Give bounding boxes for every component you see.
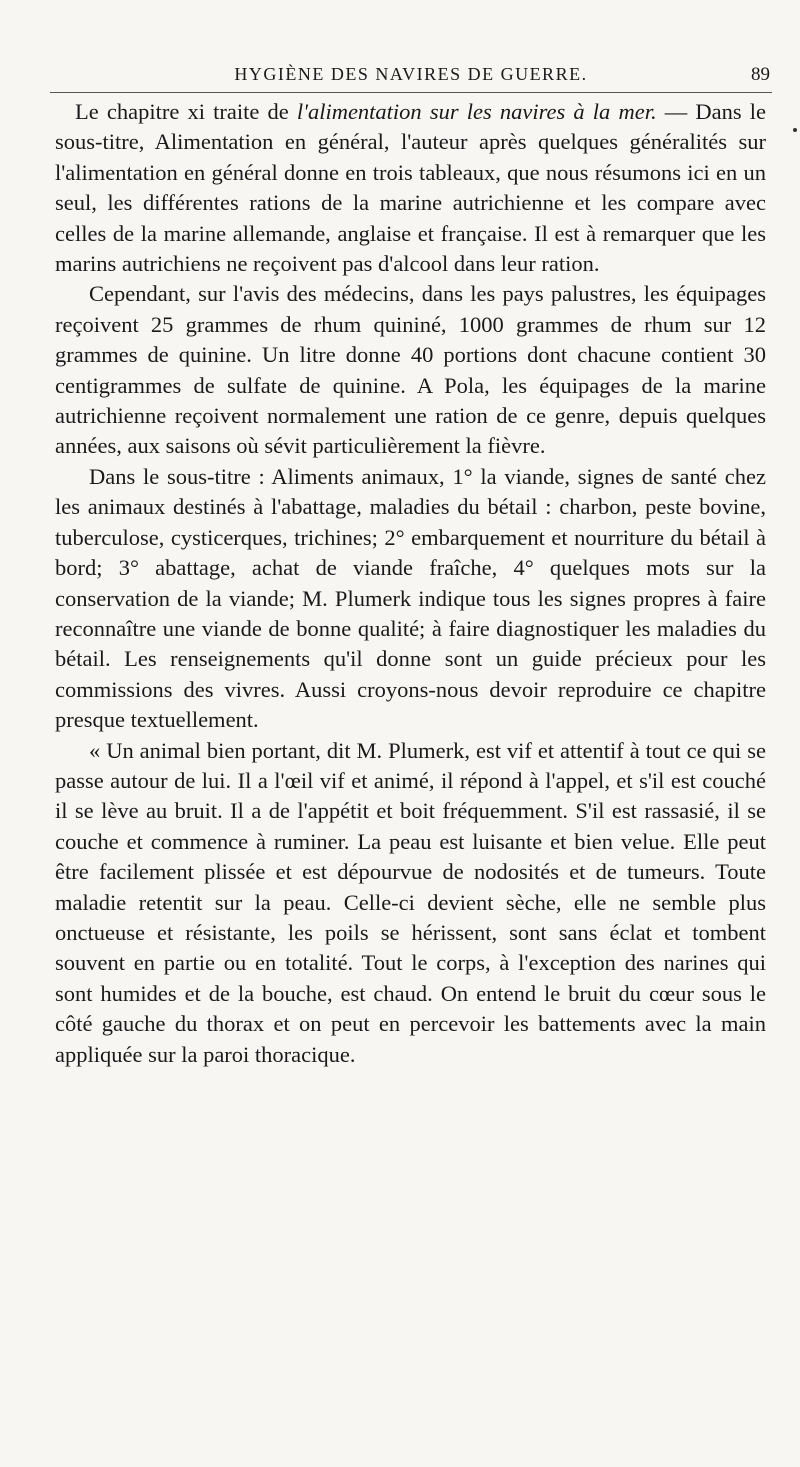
- body-text: [55, 97, 766, 1070]
- paragraph-chapter-xi: [55, 97, 766, 279]
- page-number: 89: [751, 64, 770, 85]
- paragraph-healthy-animal: « Un animal bien portant, dit M. Plumerk, est vif et attentif à tout ce qui se passe autour de lui. Il a l'œil vif et animé, il répond à l'appel, et s'il est couché il se lève au bruit. Il a de l'appétit et boit fréquemment. S'il est rassasié, il se couche et commence à ruminer. La peau est luisante et bien velue. Elle peut être facilement plissée et est dépourvue de nodosités et de tumeurs. Toute maladie retentit sur la peau. Celle-ci devient sèche, elle ne semble plus onctueuse et résistante, les poils se hérissent, sont sans éclat et tombent souvent en partie ou en totalité. Tout le corps, à l'exception des narines qui sont humides et de la bouche, est chaud. On entend le bruit du cœur sous le côté gauche du thorax et on peut en percevoir les battements avec la main appliquée sur la paroi thoracique.: [55, 737, 766, 1067]
- margin-speck: [793, 128, 797, 132]
- paragraph-rest: — Dans le sous-titre, Alimentation en général, l'auteur après quelques généralités sur l'alimentation en général donne en trois tableaux, que nous résumons ici en un seul, les différentes rations de la marine autrichienne et les compare avec celles de la marine allemande, anglaise et française. Il est à remarquer que les marins autrichiens ne reçoivent pas d'alcool dans leur ration.: [55, 99, 766, 277]
- running-title: HYGIÈNE DES NAVIRES DE GUERRE.: [234, 64, 588, 84]
- paragraph-lead: Le chapitre xi traite de: [75, 99, 297, 124]
- paragraph-animal-foods: Dans le sous-titre : Aliments animaux, 1° la viande, signes de santé chez les animaux destinés à l'abattage, maladies du bétail : charbon, peste bovine, tuberculose, cysticerques, trichines; 2° embarquement et nourriture du bétail à bord; 3° abattage, achat de viande fraîche, 4° quelques mots sur la conservation de la viande; M. Plumerk indique tous les signes propres à faire reconnaître une viande de bonne qualité; à faire diagnostiquer les maladies du bétail. Les renseignements qu'il donne sont un guide précieux pour les commissions des vivres. Aussi croyons-nous devoir reproduire ce chapitre presque textuellement.: [55, 463, 766, 733]
- page-header: [50, 62, 772, 93]
- paragraph-quinine: Cependant, sur l'avis des médecins, dans les pays palustres, les équipages reçoivent 25 grammes de rhum quininé, 1000 grammes de rhum sur 12 grammes de quinine. Un litre donne 40 portions dont chacune contient 30 centigrammes de sulfate de quinine. A Pola, les équipages de la marine autrichienne reçoivent normalement une ration de ce genre, depuis quelques années, aux saisons où sévit particulièrement la fièvre.: [55, 281, 766, 459]
- italic-topic: l'alimentation sur les navires à la mer.: [296, 99, 657, 124]
